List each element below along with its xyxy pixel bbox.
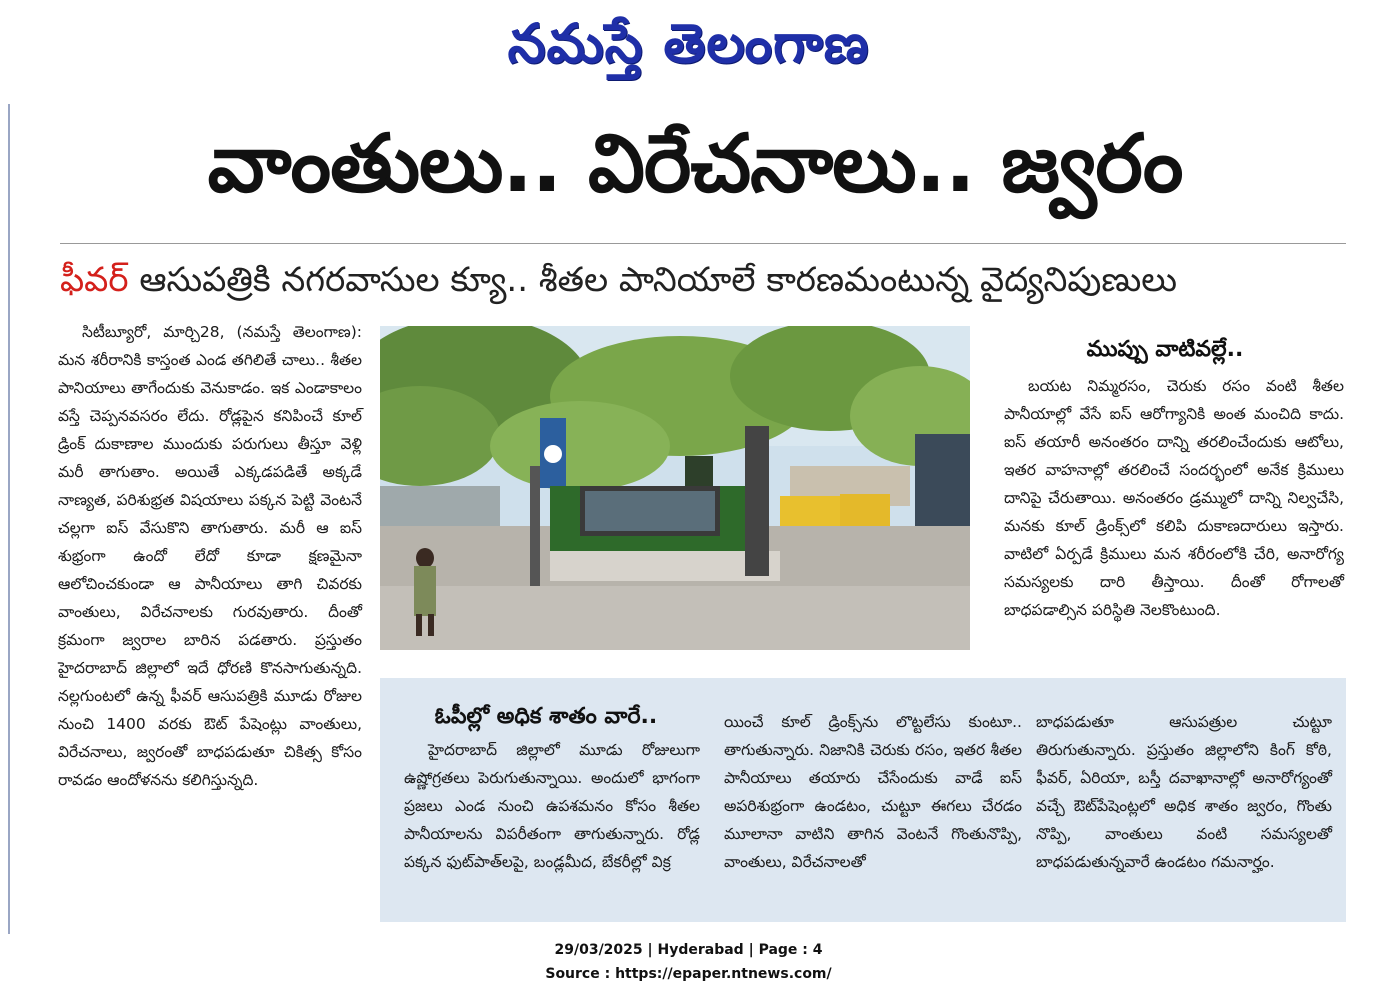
side-box-column xyxy=(1004,372,1344,624)
page-edge-rule xyxy=(8,104,10,934)
bottom-box-text-2: యించే కూల్ డ్రింక్స్‌ను లొట్టలేసు కుంటూ.. తాగుతున్నారు. నిజానికి చెరుకు రసం, ఇతర శీతల పానీయాలు తయారు చేసేందుకు వాడే ఐస్ అపరిశుభ్రంగా ఉండటం, చుట్టూ ఈగలు చేరడం మూలానా వాటిని తాగిన వెంటనే గొంతునొప్పి, వాంతులు, విరేచనాలతో xyxy=(724,713,1022,871)
bottom-box-column-2 xyxy=(724,708,1022,876)
bottom-box-column-1 xyxy=(404,736,700,876)
footer-date-line: 29/03/2025 | Hyderabad | Page : 4 xyxy=(554,942,823,958)
headline-divider xyxy=(60,243,1346,244)
article-photo xyxy=(380,326,970,650)
side-box-title: ముప్పు వాటివల్లే.. xyxy=(1086,337,1244,362)
bottom-box-title: ఓపీల్లో అధిక శాతం వారే.. xyxy=(434,704,658,729)
page-footer xyxy=(0,938,1377,986)
subhead-text: ఆసుపత్రికి నగరవాసుల క్యూ.. శీతల పానియాలే కారణమంటున్న వైద్యనిపుణులు xyxy=(139,260,1178,300)
bottom-box-text-1: హైదరాబాద్ జిల్లాలో మూడు రోజులుగా ఉష్ణోగ్రతలు పెరుగుతున్నాయి. అందులో భాగంగా ప్రజలు ఎండ నుంచి ఉపశమనం కోసం శీతల పానీయాలను విపరీతంగా తాగుతున్నారు. రోడ్ల పక్కన ఫుట్‌పాత్‌లపై, బండ్లమీద, బేకరీల్లో విక్ర xyxy=(404,741,700,871)
bottom-box-column-3 xyxy=(1036,708,1332,876)
newspaper-logo-title: నమస్తే తెలంగాణ xyxy=(507,11,870,75)
masthead xyxy=(0,0,1377,100)
left-column xyxy=(58,318,362,794)
bottom-box-text-3: బాధపడుతూ ఆసుపత్రుల చుట్టూ తిరుగుతున్నారు. ప్రస్తుతం జిల్లాలోని కింగ్ కోఠి, ఫీవర్, ఏరియా, బస్తీ దవాఖానాల్లో అనారోగ్యంతో వచ్చే ఔట్‌పేషెంట్లలో అధిక శాతం జ్వరం, గొంతు నొప్పి, వాంతులు వంటి సమస్యలతో బాధపడుతున్నవారే ఉండటం గమనార్హం. xyxy=(1036,713,1332,871)
footer-source-line: Source : https://epaper.ntnews.com/ xyxy=(545,966,832,982)
subhead-tag: ఫీవర్ xyxy=(60,260,129,300)
side-box-text: బయట నిమ్మరసం, చెరుకు రసం వంటి శీతల పానీయాల్లో వేసే ఐస్ ఆరోగ్యానికి అంత మంచిది కాదు. ఐస్ తయారీ అనంతరం దాన్ని తరలించేందుకు ఆటోలు, ఇతర వాహనాల్లో తరలించే సందర్భంలో అనేక క్రిములు దానిపై చేరుతాయి. అనంతరం డ్రమ్ములో దాన్ని నిల్వచేసి, మనకు కూల్ డ్రింక్స్‌లో కలిపి దుకాణదారులు ఇస్తారు. వాటిలో ఏర్పడే క్రిములు మన శరీరంలోకి చేరి, అనారోగ్య సమస్యలకు దారి తీస్తాయి. దీంతో రోగాలతో బాధపడాల్సిన పరిస్థితి నెలకొంటుంది. xyxy=(1004,377,1344,619)
fever-hospital-gate-photo xyxy=(380,326,970,650)
article-headline: వాంతులు.. విరేచనాలు.. జ్వరం xyxy=(207,117,1183,210)
left-column-text: సిటీబ్యూరో, మార్చి28, (నమస్తే తెలంగాణ): మన శరీరానికి కాస్తంత ఎండ తగిలితే చాలు.. శీతల పానియాలు తాగేందుకు వెనుకాడం. ఇక ఎండాకాలం వస్తే చెప్పనవసరం లేదు. రోడ్లపైన కనిపించే కూల్ డ్రింక్ దుకాణాల ముందుకు పరుగులు తీస్తూ వెళ్లి మరీ తాగుతాం. అయితే ఎక్కడపడితే అక్కడే నాణ్యత, పరిశుభ్రత విషయాలు పక్కన పెట్టి వెంటనే చల్లగా ఐస్ వేసుకొని తాగుతారు. మరీ ఆ ఐస్ శుభ్రంగా ఉందో లేదో కూడా క్షణమైనా ఆలోచించకుండా ఆ పానీయాలు తాగి చివరకు వాంతులు, విరేచనాలకు గురవుతారు. దీంతో క్రమంగా జ్వరాల బారిన పడతారు. ప్రస్తుతం హైదరాబాద్ జిల్లాలో ఇదే ధోరణి కొనసాగుతున్నది. నల్లగుంటలో ఉన్న ఫీవర్ ఆసుపత్రికి మూడు రోజుల నుంచి 1400 వరకు ఔట్ పేషెంట్లు వాంతులు, విరేచనాలు, జ్వరంతో బాధపడుతూ చికిత్స కోసం రావడం ఆందోళనను కలిగిస్తున్నది. xyxy=(58,323,362,789)
article-subhead xyxy=(60,252,1346,312)
